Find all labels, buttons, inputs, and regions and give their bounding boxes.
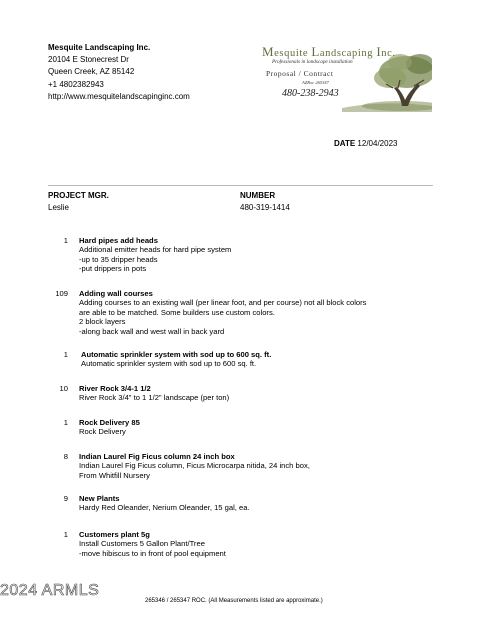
item-description: Indian Laurel Fig Ficus column, Ficus Microcarpa nitida, 24 inch box, <box>79 461 310 471</box>
company-info <box>48 42 190 103</box>
item-title: Hard pipes add heads <box>79 236 158 245</box>
item-description: -up to 35 dripper heads <box>79 254 158 264</box>
item-quantity: 1 <box>63 236 68 245</box>
item-description: -along back wall and west wall in back yard <box>79 326 225 336</box>
project-manager <box>48 190 109 214</box>
project-manager-value: Leslie <box>48 203 69 212</box>
company-address-line1: 20104 E Stonecrest Dr <box>48 55 129 65</box>
date-value: 12/04/2023 <box>357 139 398 148</box>
item-description: -put drippers in pots <box>79 264 147 274</box>
item-title: Automatic sprinkler system with sod up to 600 sq. ft. <box>81 350 272 359</box>
item-quantity: 9 <box>63 494 68 503</box>
item-title: Customers plant 5g <box>79 530 150 539</box>
footer-note: 265346 / 265347 ROC. (All Measurements listed are approximate.) <box>145 598 323 604</box>
item-title: River Rock 3/4-1 1/2 <box>79 384 151 393</box>
item-description: 2 block layers <box>79 317 126 327</box>
project-number-value: 480-319-1414 <box>240 203 290 212</box>
logo-title: Mesquite Landscaping Inc. <box>262 44 396 59</box>
item-quantity: 10 <box>59 384 68 393</box>
project-number <box>240 190 290 214</box>
item-quantity: 1 <box>63 530 68 539</box>
company-phone: +1 4802382943 <box>48 79 104 89</box>
item-description: -move hibiscus to in front of pool equipment <box>79 548 226 558</box>
item-description: From Whitfill Nursery <box>79 470 150 480</box>
divider <box>48 185 433 186</box>
item-title: New Plants <box>79 494 120 503</box>
item-title: Rock Delivery 85 <box>79 418 140 427</box>
date-label: DATE <box>334 139 356 148</box>
logo-azroc: AZRoc 265347 <box>302 80 329 85</box>
item-description: Hardy Red Oleander, Nerium Oleander, 15 gal, ea. <box>79 503 250 513</box>
item-quantity: 1 <box>63 418 68 427</box>
item-description: Rock Delivery <box>79 427 126 437</box>
item-description: are able to be matched. Some builders use custom colors. <box>79 307 275 317</box>
item-title: Indian Laurel Fig Ficus column 24 inch box <box>79 452 235 461</box>
logo-phone: 480-238-2943 <box>282 88 339 99</box>
item-quantity: 1 <box>63 350 68 359</box>
company-name: Mesquite Landscaping Inc. <box>48 43 151 52</box>
company-logo <box>262 40 432 115</box>
item-quantity: 109 <box>55 289 68 298</box>
item-description: River Rock 3/4" to 1 1/2" landscape (per ton) <box>79 393 230 403</box>
logo-tagline: Professionals in landscape installation <box>272 59 353 65</box>
company-address-line2: Queen Creek, AZ 85142 <box>48 67 135 77</box>
project-number-label: NUMBER <box>240 191 276 200</box>
company-website[interactable]: http://www.mesquitelandscapinginc.com <box>48 91 190 101</box>
watermark: 2024 ARMLS <box>0 582 100 599</box>
item-title: Adding wall courses <box>79 289 153 298</box>
item-quantity: 8 <box>63 452 68 461</box>
logo-proposal: Proposal / Contract <box>266 69 334 78</box>
item-description: Additional emitter heads for hard pipe system <box>79 245 232 255</box>
item-description: Install Customers 5 Gallon Plant/Tree <box>79 539 205 549</box>
item-description: Automatic sprinkler system with sod up to 600 sq. ft. <box>81 359 257 369</box>
project-manager-label: PROJECT MGR. <box>48 191 109 200</box>
item-description: Adding courses to an existing wall (per linear foot, and per course) not all block colors <box>79 298 367 308</box>
proposal-date <box>334 139 397 148</box>
